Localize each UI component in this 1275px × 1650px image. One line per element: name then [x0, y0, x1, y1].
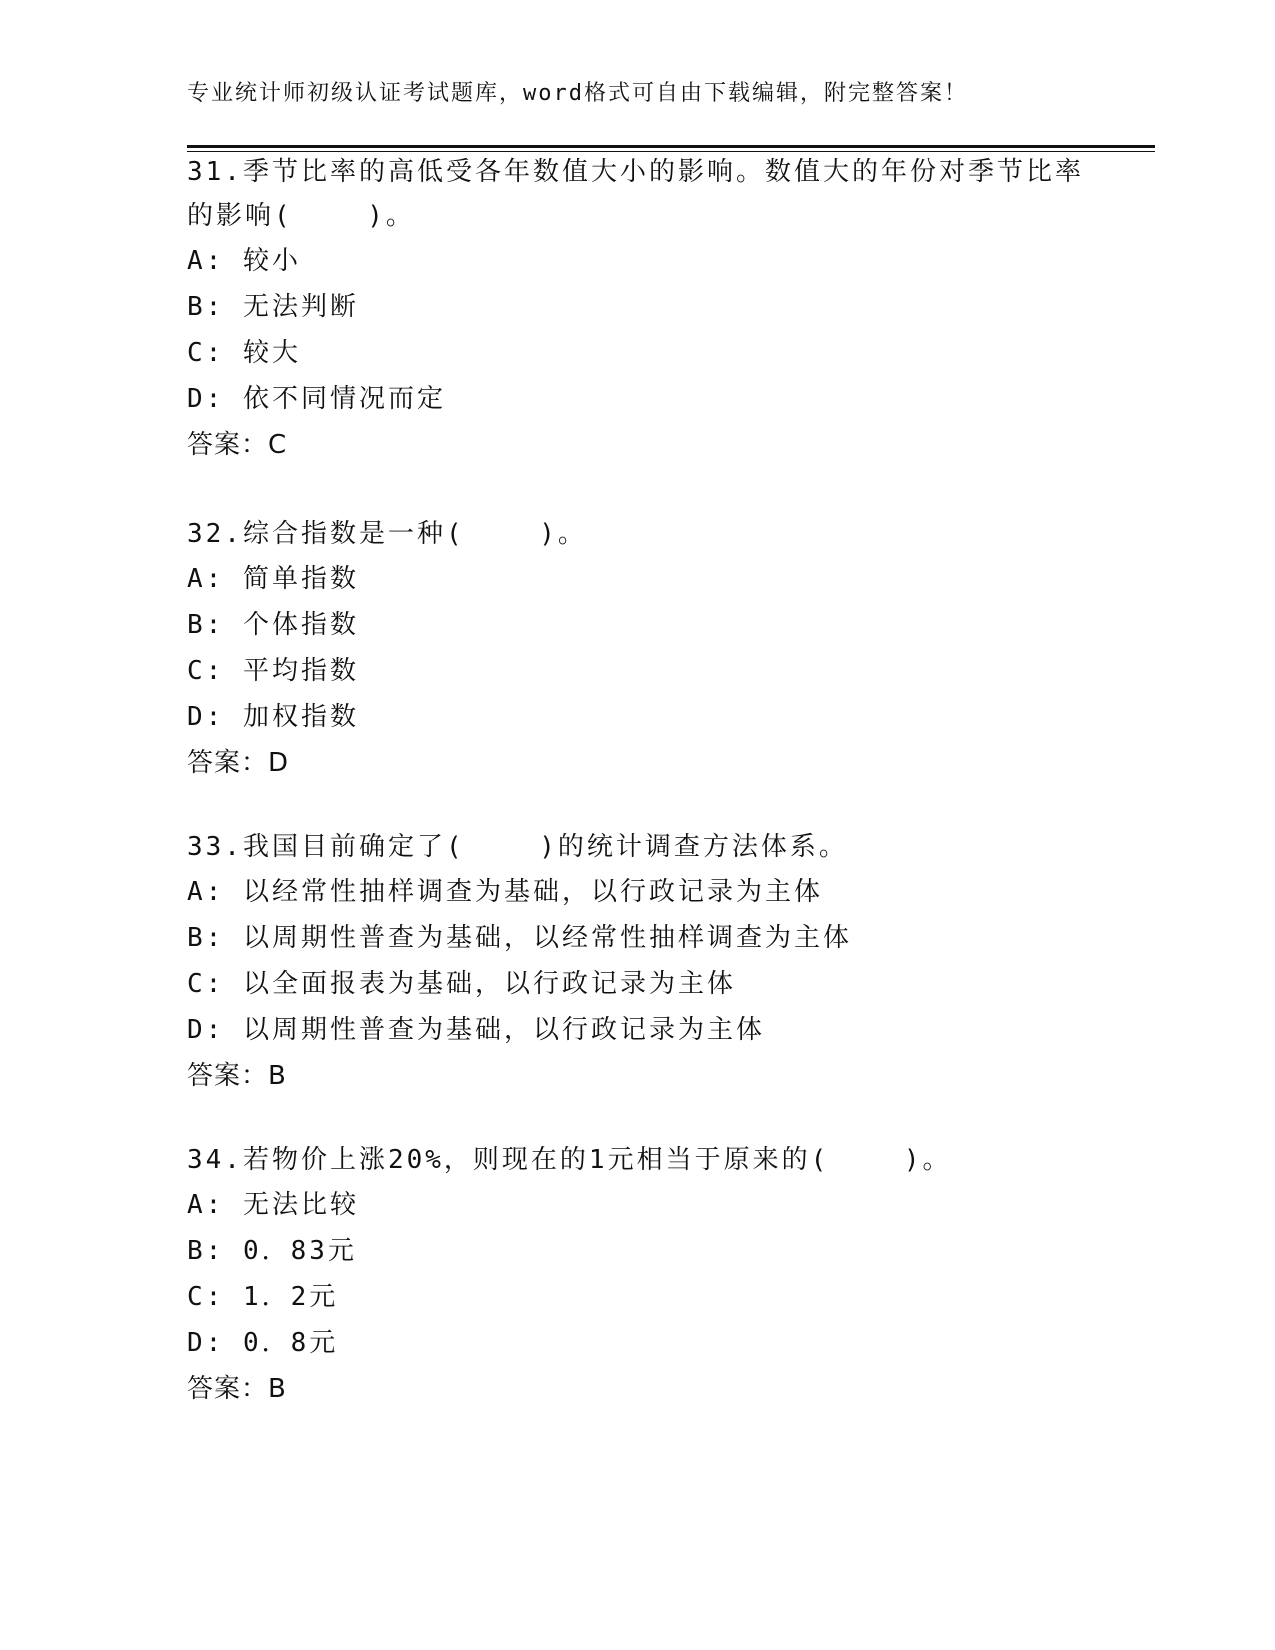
header-rule-thick [187, 145, 1155, 148]
option-d: D: 加权指数 [187, 702, 359, 732]
option-b: B: 以周期性普查为基础，以经常性抽样调查为主体 [187, 923, 852, 953]
question-32 [187, 512, 1087, 786]
option-c: C: 1．2元 [187, 1282, 339, 1312]
question-title-line1: 34.若物价上涨20%，则现在的1元相当于原来的( )。 [187, 1145, 952, 1175]
question-title-line1: 32.综合指数是一种( )。 [187, 519, 587, 549]
answer: 答案：C [187, 430, 288, 460]
option-c: C: 以全面报表为基础，以行政记录为主体 [187, 969, 736, 999]
option-d: D: 以周期性普查为基础，以行政记录为主体 [187, 1015, 765, 1045]
question-title-line2: 的影响( )。 [187, 201, 415, 231]
option-d: D: 0．8元 [187, 1328, 339, 1358]
option-c: C: 较大 [187, 338, 301, 368]
option-b: B: 0．83元 [187, 1236, 357, 1266]
option-a: A: 较小 [187, 246, 301, 276]
answer: 答案：B [187, 1374, 287, 1404]
option-a: A: 简单指数 [187, 564, 359, 594]
question-34 [187, 1138, 1087, 1412]
question-33 [187, 825, 1087, 1099]
option-b: B: 无法判断 [187, 292, 359, 322]
question-title-line1: 33.我国目前确定了( )的统计调查方法体系。 [187, 832, 848, 862]
option-a: A: 以经常性抽样调查为基础，以行政记录为主体 [187, 877, 823, 907]
answer: 答案：B [187, 1061, 287, 1091]
option-a: A: 无法比较 [187, 1190, 359, 1220]
question-31 [187, 150, 1087, 468]
question-title-line1: 31.季节比率的高低受各年数值大小的影响。数值大的年份对季节比率 [187, 157, 1084, 187]
option-d: D: 依不同情况而定 [187, 384, 446, 414]
option-b: B: 个体指数 [187, 610, 359, 640]
page-header: 专业统计师初级认证考试题库，word格式可自由下载编辑，附完整答案！ [187, 81, 968, 106]
answer: 答案：D [187, 748, 290, 778]
option-c: C: 平均指数 [187, 656, 359, 686]
